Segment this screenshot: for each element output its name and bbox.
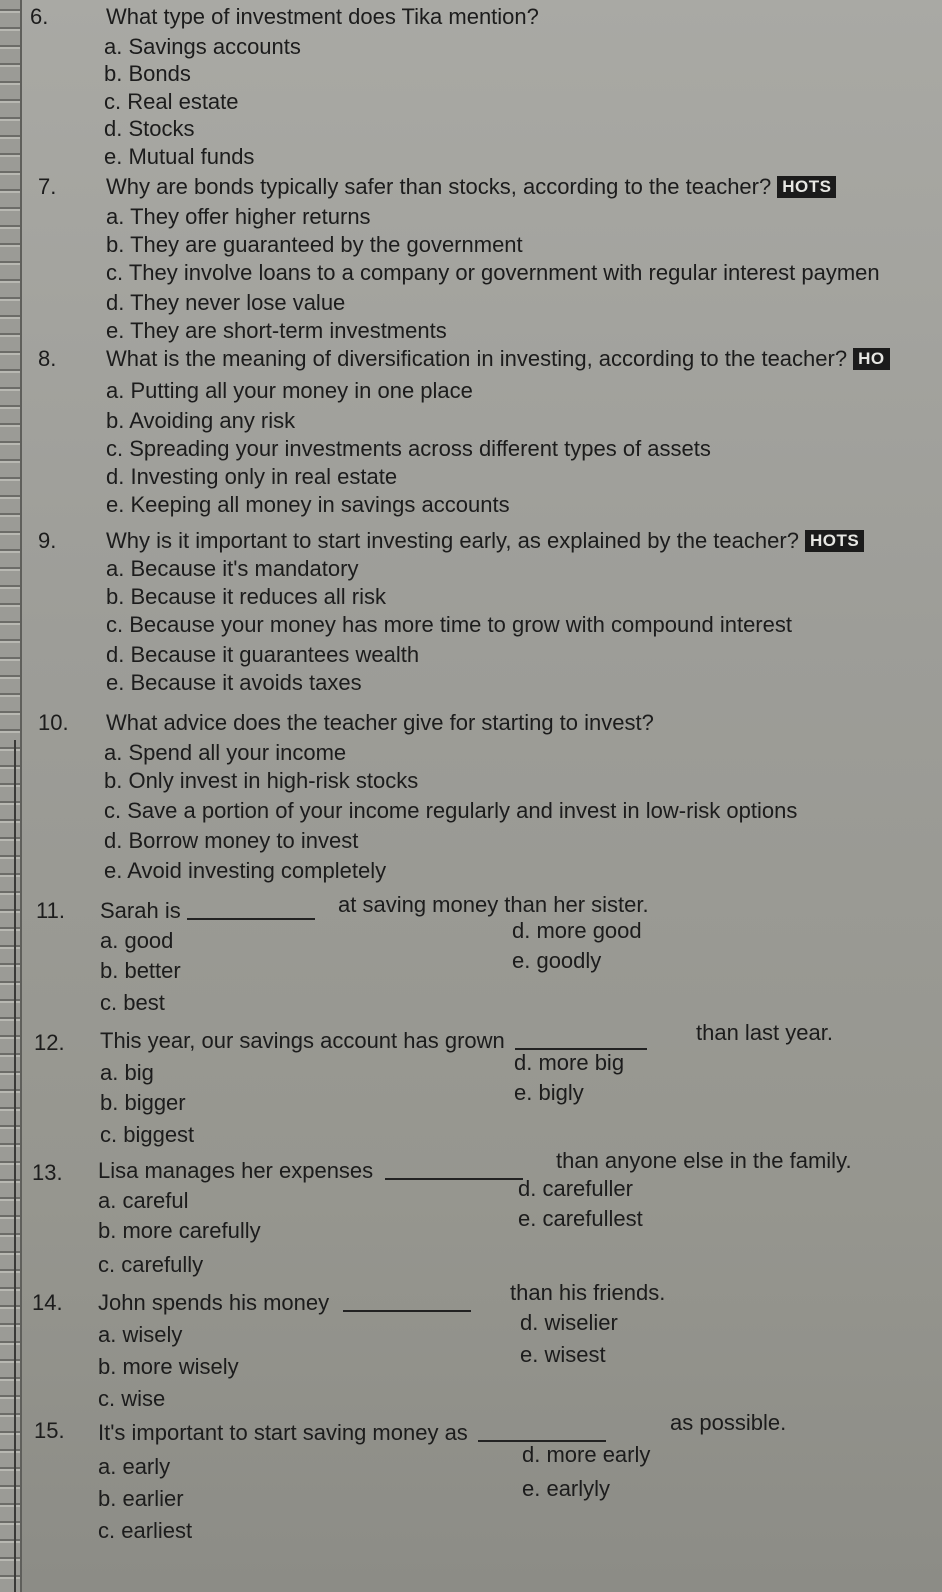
option-b: b. Bonds bbox=[104, 61, 191, 86]
option-c: c. Because your money has more time to grow with compound interest bbox=[106, 612, 792, 637]
question-text: Lisa manages her expenses bbox=[98, 1158, 529, 1184]
question-number: 6. bbox=[30, 4, 49, 29]
option-d: d. more good bbox=[512, 918, 642, 943]
question-number: 11. bbox=[36, 898, 65, 923]
option-b: b. earlier bbox=[98, 1486, 184, 1511]
option-c: c. best bbox=[100, 990, 165, 1015]
option-e: e. carefullest bbox=[518, 1206, 643, 1231]
option-d: d. Borrow money to invest bbox=[104, 828, 359, 853]
option-d: d. wiselier bbox=[520, 1310, 618, 1335]
question-number: 8. bbox=[38, 346, 57, 371]
option-e: e. Keeping all money in savings accounts bbox=[106, 492, 510, 517]
option-a: a. early bbox=[98, 1454, 171, 1479]
option-d: d. Because it guarantees wealth bbox=[106, 642, 420, 667]
option-c: c. carefully bbox=[98, 1252, 204, 1277]
question-text: Why is it important to start investing early, as explained by the teacher? HOTS bbox=[106, 528, 864, 554]
option-c: c. wise bbox=[98, 1386, 166, 1411]
question-number: 13. bbox=[32, 1160, 63, 1185]
question-text: What advice does the teacher give for starting to invest? bbox=[106, 710, 654, 735]
option-d: d. They never lose value bbox=[106, 290, 346, 315]
answer-blank[interactable] bbox=[343, 1310, 471, 1312]
option-a: a. careful bbox=[98, 1188, 189, 1213]
option-a: a. They offer higher returns bbox=[106, 204, 371, 229]
hots-badge: HOTS bbox=[805, 530, 864, 552]
option-c: c. Real estate bbox=[104, 89, 239, 114]
question-number: 10. bbox=[38, 710, 69, 735]
question-text-end: than anyone else in the family. bbox=[556, 1148, 852, 1173]
option-b: b. Avoiding any risk bbox=[106, 408, 296, 433]
option-e: e. goodly bbox=[512, 948, 602, 973]
hots-badge: HOTS bbox=[777, 176, 836, 198]
option-e: e. wisest bbox=[520, 1342, 606, 1367]
option-e: e. Because it avoids taxes bbox=[106, 670, 362, 695]
option-c: c. earliest bbox=[98, 1518, 193, 1543]
question-text: What is the meaning of diversification in investing, according to the teacher? HO bbox=[106, 346, 890, 372]
option-a: a. Because it's mandatory bbox=[106, 556, 359, 581]
option-a: a. big bbox=[100, 1060, 154, 1085]
margin-line bbox=[14, 740, 16, 1592]
spiral-binding bbox=[0, 0, 22, 1592]
option-a: a. good bbox=[100, 928, 174, 953]
option-b: b. They are guaranteed by the government bbox=[106, 232, 523, 257]
option-a: a. wisely bbox=[98, 1322, 183, 1347]
option-d: d. carefuller bbox=[518, 1176, 633, 1201]
option-b: b. better bbox=[100, 958, 181, 983]
question-number: 15. bbox=[34, 1418, 65, 1443]
option-b: b. Only invest in high-risk stocks bbox=[104, 768, 419, 793]
question-number: 14. bbox=[32, 1290, 63, 1315]
option-e: e. earlyly bbox=[522, 1476, 611, 1501]
question-text: Why are bonds typically safer than stocks, according to the teacher? HOTS bbox=[106, 174, 836, 200]
question-text: What type of investment does Tika mention? bbox=[106, 4, 539, 29]
option-a: a. Spend all your income bbox=[104, 740, 347, 765]
option-d: d. more big bbox=[514, 1050, 625, 1075]
option-e: e. Avoid investing completely bbox=[104, 858, 387, 883]
question-text-end: as possible. bbox=[670, 1410, 787, 1435]
option-b: b. bigger bbox=[100, 1090, 186, 1115]
question-number: 9. bbox=[38, 528, 57, 553]
answer-blank[interactable] bbox=[187, 918, 315, 920]
question-number: 12. bbox=[34, 1030, 65, 1055]
question-text: Sarah is bbox=[100, 898, 321, 924]
option-c: c. biggest bbox=[100, 1122, 195, 1147]
question-text-end: at saving money than her sister. bbox=[338, 892, 649, 917]
question-text: This year, our savings account has grown bbox=[100, 1028, 653, 1054]
option-c: c. Save a portion of your income regularly and invest in low-risk options bbox=[104, 798, 798, 823]
option-e: e. They are short-term investments bbox=[106, 318, 447, 343]
question-text: It's important to start saving money as bbox=[98, 1420, 612, 1446]
option-b: b. more wisely bbox=[98, 1354, 239, 1379]
question-text: John spends his money bbox=[98, 1290, 477, 1316]
option-d: d. more early bbox=[522, 1442, 651, 1467]
question-text-end: than last year. bbox=[696, 1020, 833, 1045]
option-e: e. Mutual funds bbox=[104, 144, 255, 169]
question-number: 7. bbox=[38, 174, 57, 199]
option-b: b. Because it reduces all risk bbox=[106, 584, 387, 609]
option-d: d. Investing only in real estate bbox=[106, 464, 398, 489]
option-a: a. Putting all your money in one place bbox=[106, 378, 473, 403]
option-d: d. Stocks bbox=[104, 116, 195, 141]
question-text-end: than his friends. bbox=[510, 1280, 666, 1305]
option-e: e. bigly bbox=[514, 1080, 584, 1105]
option-a: a. Savings accounts bbox=[104, 34, 301, 59]
answer-blank[interactable] bbox=[385, 1178, 523, 1180]
option-c: c. They involve loans to a company or government with regular interest paymen bbox=[106, 260, 880, 285]
option-b: b. more carefully bbox=[98, 1218, 261, 1243]
option-c: c. Spreading your investments across different types of assets bbox=[106, 436, 711, 461]
hots-badge: HO bbox=[853, 348, 890, 370]
